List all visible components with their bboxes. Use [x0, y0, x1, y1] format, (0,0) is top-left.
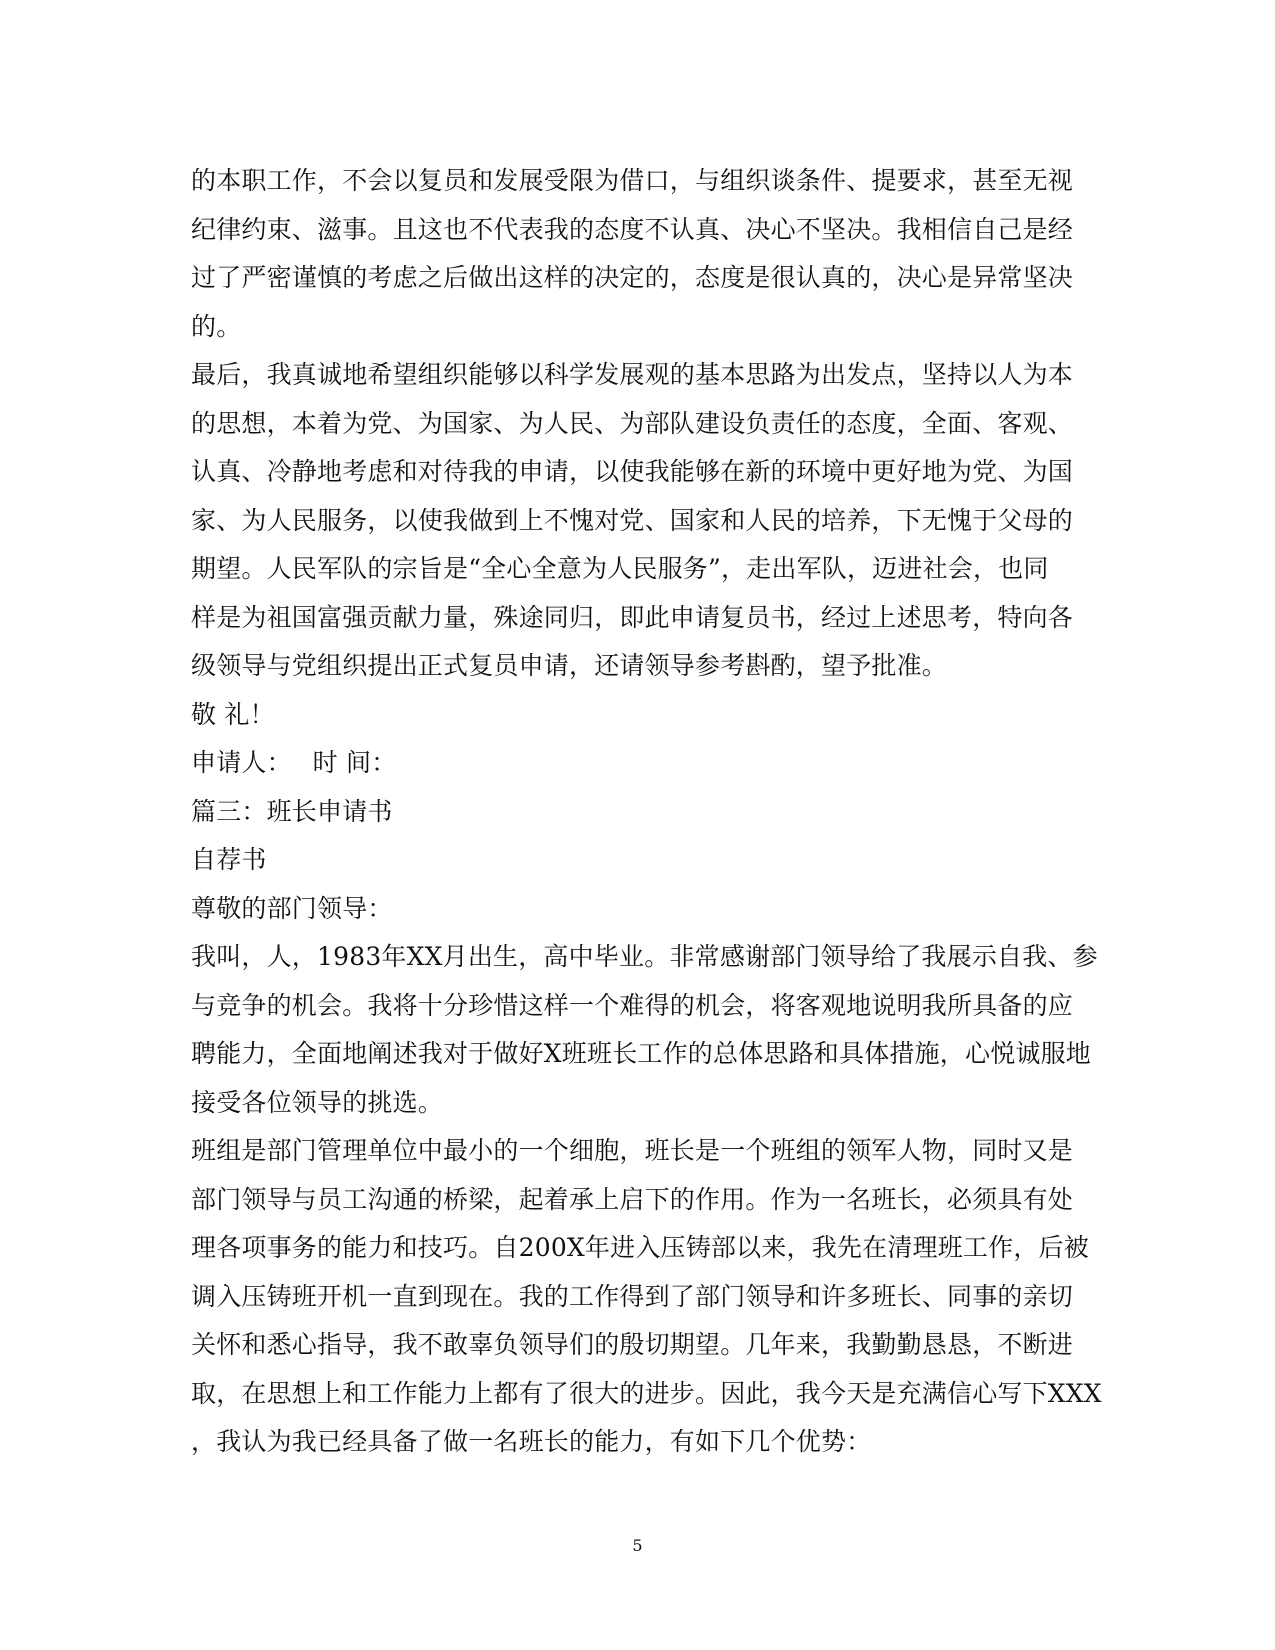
- document-body: [191, 157, 1102, 1467]
- closing-salutation: 敬 礼！: [191, 699, 275, 729]
- text-line: 纪律约束、滋事。且这也不代表我的态度不认真、决心不坚决。我相信自己是经: [191, 214, 1074, 244]
- text-line: 接受各位领导的挑选。: [191, 1087, 444, 1117]
- text-line: ，我认为我已经具备了做一名班长的能力，有如下几个优势：: [191, 1427, 872, 1456]
- text-line: 期望。人民军队的宗旨是“全心全意为人民服务”，走出军队，迈进社会，也同: [191, 554, 1049, 583]
- text-line: 过了严密谨慎的考虑之后做出这样的决定的，态度是很认真的，决心是异常坚决: [191, 263, 1074, 292]
- text-line: 部门领导与员工沟通的桥梁，起着承上启下的作用。作为一名班长，必须具有处: [191, 1184, 1074, 1214]
- section-heading: 篇三：班长申请书: [191, 796, 393, 826]
- text-line: 家、为人民服务，以使我做到上不愧对党、国家和人民的培养，下无愧于父母的: [191, 505, 1074, 535]
- text-line: 的本职工作，不会以复员和发展受限为借口，与组织谈条件、提要求，甚至无视: [191, 166, 1074, 195]
- text-line: 与竞争的机会。我将十分珍惜这样一个难得的机会，将客观地说明我所具备的应: [191, 990, 1074, 1020]
- page-number: 5: [632, 1536, 643, 1555]
- text-line: 关怀和悉心指导，我不敢辜负领导们的殷切期望。几年来，我勤勤恳恳，不断进: [191, 1330, 1074, 1359]
- text-line: 班组是部门管理单位中最小的一个细胞，班长是一个班组的领军人物，同时又是: [191, 1136, 1074, 1165]
- text-line: 取，在思想上和工作能力上都有了很大的进步。因此，我今天是充满信心写下XXX: [191, 1378, 1102, 1408]
- text-line: 聘能力，全面地阐述我对于做好X班班长工作的总体思路和具体措施，心悦诚服地: [191, 1039, 1092, 1068]
- text-line: 样是为祖国富强贡献力量，殊途同归，即此申请复员书，经过上述思考，特向各: [191, 602, 1074, 632]
- signature-line: 申请人： 时 间：: [191, 748, 397, 777]
- text-line: 的。: [191, 311, 242, 341]
- text-line: 理各项事务的能力和技巧。自200X年进入压铸部以来，我先在清理班工作，后被: [191, 1233, 1089, 1262]
- text-line: 调入压铸班开机一直到现在。我的工作得到了部门领导和许多班长、同事的亲切: [191, 1281, 1074, 1311]
- greeting-line: 尊敬的部门领导：: [191, 893, 393, 923]
- text-line: 最后，我真诚地希望组织能够以科学发展观的基本思路为出发点，坚持以人为本: [191, 360, 1074, 389]
- document-title: 自荐书: [191, 845, 267, 874]
- text-line: 我叫，人，1983年XX月出生，高中毕业。非常感谢部门领导给了我展示自我、参: [191, 942, 1098, 971]
- text-line: 级领导与党组织提出正式复员申请，还请领导参考斟酌，望予批准。: [191, 651, 948, 680]
- text-line: 的思想，本着为党、为国家、为人民、为部队建设负责任的态度，全面、客观、: [191, 408, 1074, 438]
- text-line: 认真、冷静地考虑和对待我的申请，以使我能够在新的环境中更好地为党、为国: [191, 457, 1074, 486]
